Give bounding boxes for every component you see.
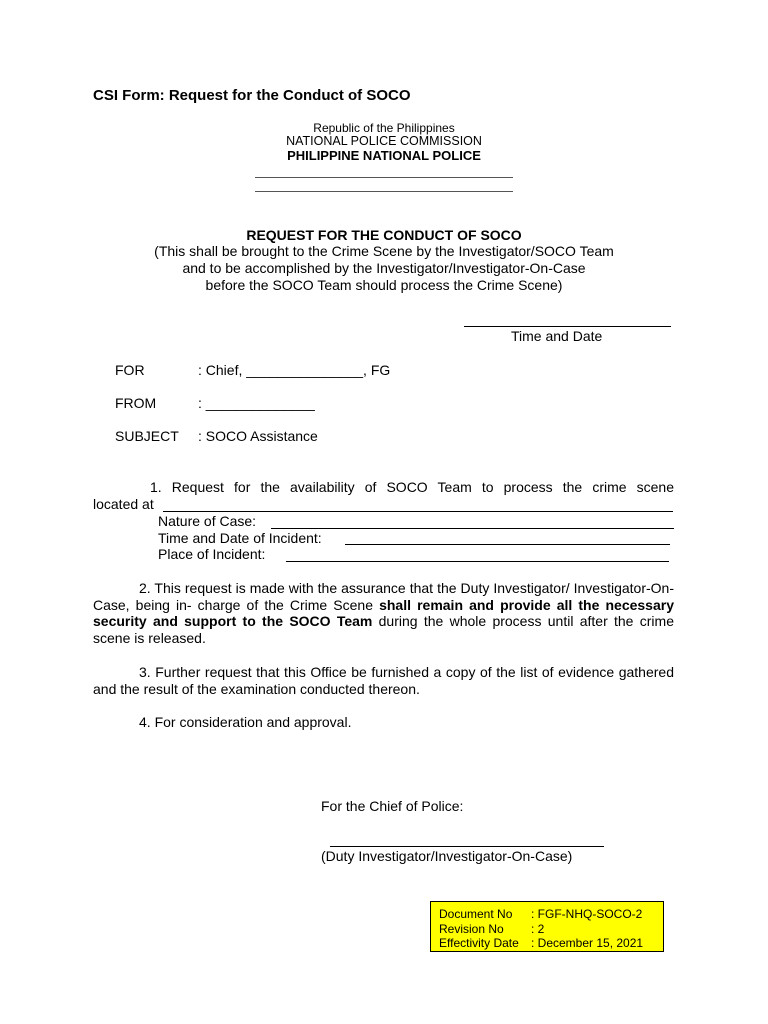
revision-row	[439, 922, 663, 937]
located-at-blank[interactable]	[163, 511, 673, 512]
request-note-line-3: before the SOCO Team should process the Crime Scene)	[205, 277, 563, 293]
for-label: FOR	[115, 362, 145, 378]
header-blank-line-2	[255, 191, 513, 192]
doc-no-label: Document No	[439, 907, 513, 921]
form-title: CSI Form: Request for the Conduct of SOCO	[93, 87, 411, 104]
subject-label: SUBJECT	[115, 428, 179, 444]
time-incident-blank[interactable]	[345, 544, 670, 545]
request-title: REQUEST FOR THE CONDUCT OF SOCO	[246, 227, 522, 243]
para2	[93, 580, 674, 646]
para2-part1: 2. This request is made with the assurance that the Duty Investigator/ Investigator-On-Case, being in- charge of the Crime Scene	[93, 580, 674, 613]
request-note-line-1: (This shall be brought to the Crime Scene by the Investigator/SOCO Team	[154, 243, 614, 259]
doc-no-row	[439, 907, 663, 922]
revision-value: : 2	[531, 921, 545, 936]
subject-value: : SOCO Assistance	[198, 428, 318, 444]
nature-blank[interactable]	[271, 528, 674, 529]
signature-line[interactable]	[330, 846, 604, 847]
nature-label: Nature of Case:	[158, 513, 257, 529]
para2-bold: shall remain and provide all the necessary security and support to the SOCO Team	[93, 596, 674, 630]
para1-text: 1. Request for the availability of SOCO Team to process the crime scene	[150, 479, 674, 495]
para4-text: 4. For consideration and approval.	[139, 714, 352, 730]
document-info-box	[430, 901, 664, 952]
time-date-label: Time and Date	[511, 328, 603, 344]
time-incident-label: Time and Date of Incident:	[158, 530, 322, 546]
for-chief-label: For the Chief of Police:	[321, 798, 464, 814]
para2-part2: during the whole process until after the crime scene is released.	[93, 613, 674, 646]
place-label: Place of Incident:	[158, 546, 266, 562]
para3-text: 3. Further request that this Office be furnished a copy of the list of evidence gathered and the result of the examination conducted thereon.	[93, 664, 674, 697]
doc-no-value: : FGF-NHQ-SOCO-2	[531, 907, 643, 921]
effectivity-row	[439, 936, 663, 951]
revision-label: Revision No	[439, 921, 504, 936]
header-pnp: PHILIPPINE NATIONAL POLICE	[287, 148, 481, 163]
header-blank-line-1	[255, 177, 513, 178]
para3	[93, 664, 674, 697]
effectivity-label: Effectivity Date	[439, 936, 519, 950]
effectivity-value: : December 15, 2021	[531, 936, 644, 950]
time-date-blank[interactable]	[464, 326, 671, 327]
header-republic: Republic of the Philippines	[313, 121, 455, 135]
request-note-line-2: and to be accomplished by the Investigator/Investigator-On-Case	[182, 260, 586, 276]
place-blank[interactable]	[286, 561, 669, 562]
located-at-label: located at	[93, 496, 154, 512]
for-value: : Chief, _______________, FG	[198, 362, 391, 378]
header-napolcom: NATIONAL POLICE COMMISSION	[286, 134, 482, 148]
from-label: FROM	[115, 395, 157, 411]
signatory-label: (Duty Investigator/Investigator-On-Case)	[321, 848, 573, 864]
from-value: : ______________	[198, 395, 315, 411]
